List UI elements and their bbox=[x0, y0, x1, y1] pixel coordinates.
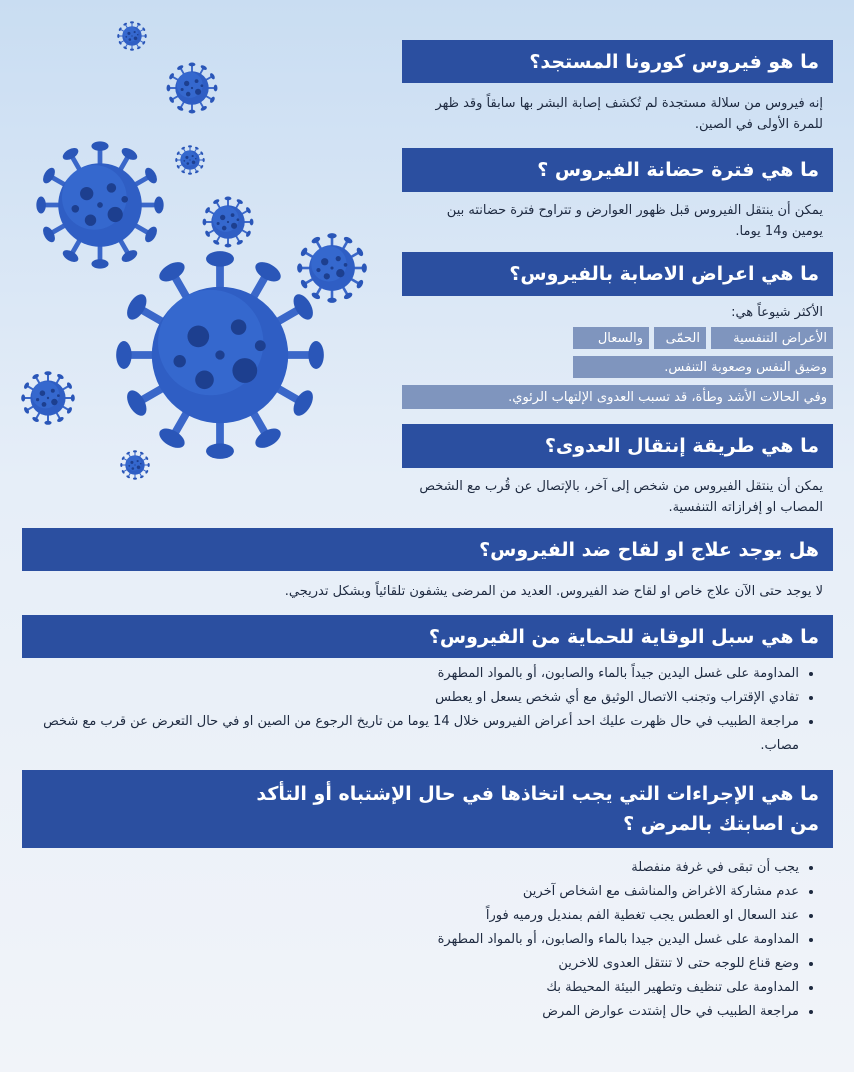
symptoms-intro: الأكثر شيوعاً هي: bbox=[731, 305, 823, 320]
symptom-pill-cough: والسعال bbox=[573, 327, 649, 349]
list-item: • المداومة على غسل اليدين جيدا بالماء والصابون، أو بالمواد المطهرة bbox=[32, 928, 799, 952]
section-title-symptoms: ما هي اعراض الاصابة بالفيروس؟ bbox=[402, 252, 833, 296]
list-item: • يجب أن تبقى في غرفة منفصلة bbox=[32, 856, 799, 880]
list-item: • تفادي الإقتراب وتجنب الاتصال الوثيق مع أي شخص يسعل او يعطس bbox=[32, 686, 799, 710]
section-title-actions-line1: ما هي الإجراءات التي يجب اتخاذها في حال الإشتباه أو التأكد bbox=[256, 783, 819, 805]
virus-illustration bbox=[0, 0, 400, 500]
section-title-incubation: ما هي فترة حضانة الفيروس ؟ bbox=[402, 148, 833, 192]
section-text-treatment: لا يوجد حتى الآن علاج خاص او لقاح ضد الفيروس. العديد من المرضى يشفون تلقائياً وبشكل تدريجي. bbox=[284, 584, 823, 599]
section-text-transmission: يمكن أن ينتقل الفيروس من شخص إلى آخر، بالإتصال عن قُرب مع الشخص المصاب او إفرازاته التنفسية. bbox=[419, 479, 823, 515]
list-item: • المداومة على تنظيف وتطهير البيئة المحيطة بك bbox=[32, 976, 799, 1000]
section-title-what-is-virus: ما هو فيروس كورونا المستجد؟ bbox=[402, 40, 833, 83]
symptom-pill-breath: وضيق النفس وصعوبة التنفس. bbox=[573, 356, 833, 378]
prevention-list bbox=[22, 662, 833, 758]
section-title-actions bbox=[22, 770, 833, 848]
section-title-actions-line2: من اصابتك بالمرض ؟ bbox=[623, 813, 819, 835]
list-item: • مراجعة الطبيب في حال إشتدت عوارض المرض bbox=[32, 1000, 799, 1024]
actions-list bbox=[22, 856, 833, 1024]
symptom-pill-respiratory: الأعراض التنفسية bbox=[711, 327, 833, 349]
list-item: • مراجعة الطبيب في حال ظهرت عليك احد أعراض الفيروس خلال 14 يوما من تاريخ الرجوع من الصين او في حال التعرض عن قرب مع شخص مصاب. bbox=[32, 710, 799, 758]
symptom-pill-severe: وفي الحالات الأشد وطأة، قد تسبب العدوى الإلتهاب الرئوي. bbox=[402, 385, 833, 409]
section-title-prevention: ما هي سبل الوقاية للحماية من الفيروس؟ bbox=[22, 615, 833, 658]
list-item: • عند السعال او العطس يجب تغطية الفم بمنديل ورميه فوراً bbox=[32, 904, 799, 928]
symptom-pill-fever: الحمّى bbox=[654, 327, 706, 349]
list-item: • عدم مشاركة الاغراض والمناشف مع اشخاص آخرين bbox=[32, 880, 799, 904]
section-title-transmission: ما هي طريقة إنتقال العدوى؟ bbox=[402, 424, 833, 468]
list-item: • وضع قناع للوجه حتى لا تنتقل العدوى للاخرين bbox=[32, 952, 799, 976]
list-item: • المداومة على غسل اليدين جيداً بالماء والصابون، أو بالمواد المطهرة bbox=[32, 662, 799, 686]
section-text-incubation: يمكن أن ينتقل الفيروس قبل ظهور العوارض و تتراوح فترة حضانته بين يومين و14 يوما. bbox=[446, 203, 823, 239]
section-title-treatment: هل يوجد علاج او لقاح ضد الفيروس؟ bbox=[22, 528, 833, 571]
section-text-what-is-virus: إنه فيروس من سلالة مستجدة لم تُكشف إصابة البشر بها سابقاً وقد ظهر للمرة الأولى في الصين. bbox=[435, 96, 823, 132]
